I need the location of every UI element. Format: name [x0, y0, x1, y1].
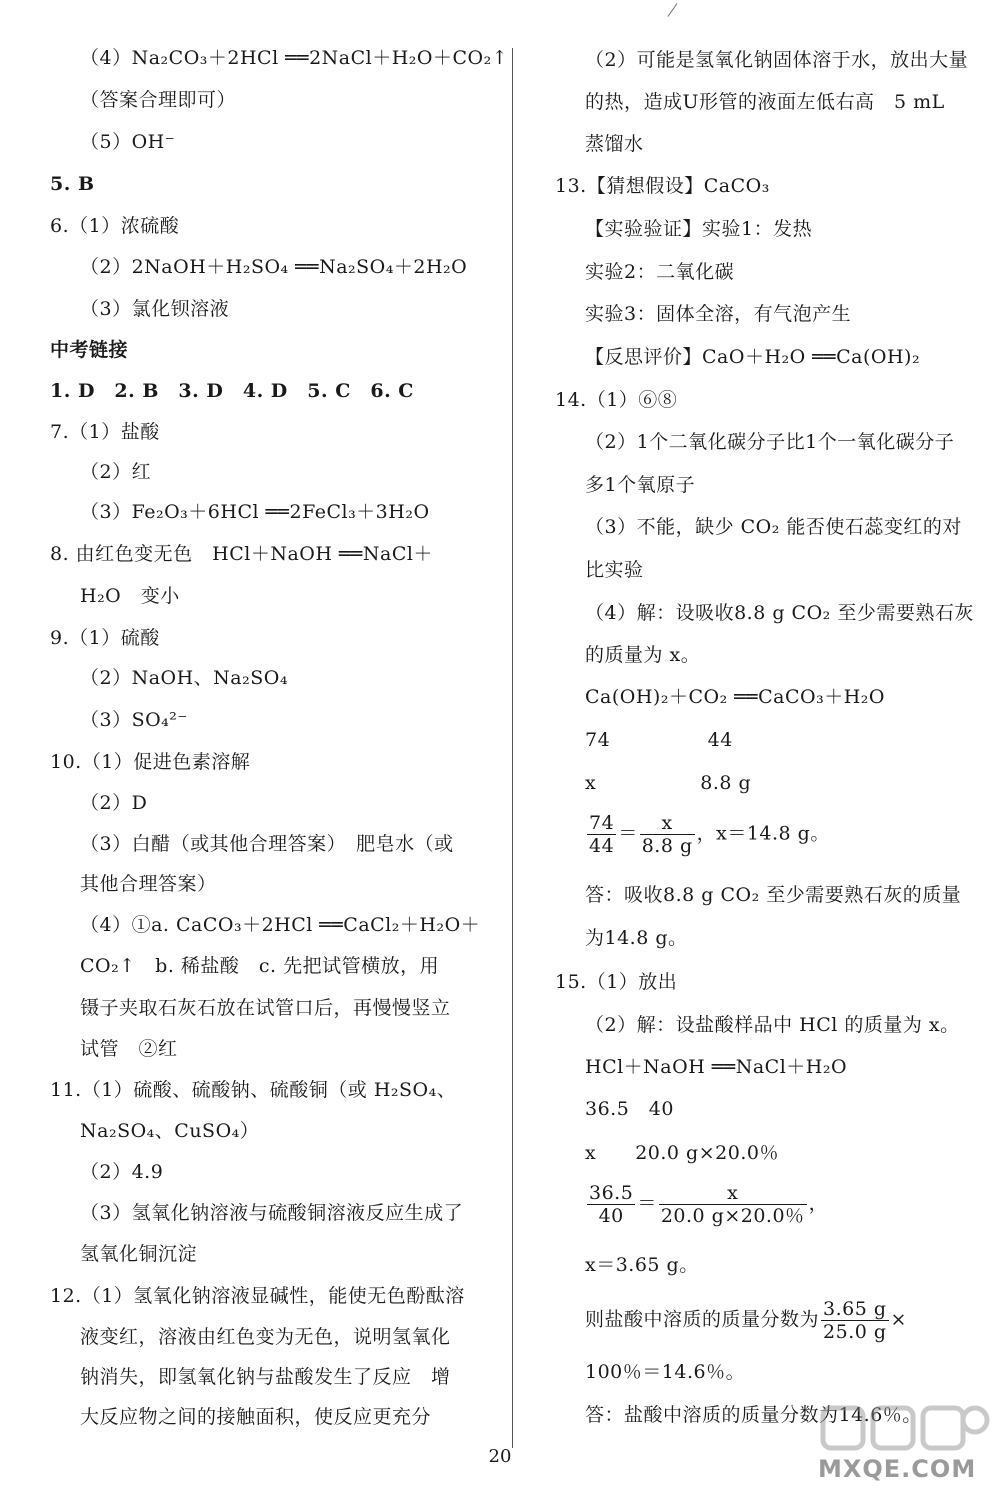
answer-line: 8. 由红色变无色 HCl＋NaOH ══NaCl＋ [50, 543, 433, 565]
answer-line: （2）D [80, 792, 148, 814]
answer-line: 比实验 [585, 559, 644, 581]
answer-line: （3）不能，缺少 CO₂ 能否使石蕊变红的对 [585, 516, 962, 538]
fraction: $\frac{x}{8.8 g}$ [641, 812, 693, 857]
fraction: $\frac{74}{44}$ [589, 812, 615, 857]
answer-line: H₂O 变小 [80, 585, 180, 607]
answer-line: 大反应物之间的接触面积，使反应更充分 [80, 1406, 432, 1428]
equation-line: 74 44 [585, 729, 733, 751]
answer-line: 【反思评价】CaO＋H₂O ══Ca(OH)₂ [585, 346, 921, 368]
answer-line: 13.【猜想假设】CaCO₃ [555, 175, 770, 197]
column-divider [512, 48, 513, 1448]
answer-line: （3）Fe₂O₃＋6HCl ══2FeCl₃＋3H₂O [80, 501, 430, 523]
section-heading: 中考链接 [50, 339, 129, 361]
answer-line: （4）Na₂CO₃＋2HCl ══2NaCl＋H₂O＋CO₂↑ [80, 47, 509, 69]
answer-line: 多1个氧原子 [585, 474, 696, 496]
fraction: $\frac{3.65 g}{25.0 g}$ [823, 1298, 887, 1343]
ratio-equation: $\frac{74}{44}$ ＝ $\frac{x}{8.8 g}$ ，x＝14.8 g。 [589, 812, 830, 857]
answer-line: x＝3.65 g。 [585, 1254, 699, 1276]
answer-line: 15.（1）放出 [555, 971, 678, 993]
answer-line: 其他合理答案） [80, 873, 217, 895]
answer-line: （4）①a. CaCO₃＋2HCl ══CaCl₂＋H₂O＋ [80, 914, 481, 936]
equation-line: x 20.0 g×20.0％ [585, 1142, 779, 1164]
answer-line: 蒸馏水 [585, 133, 644, 155]
ratio-equation: 则盐酸中溶质的质量分数为 $\frac{3.65 g}{25.0 g}$ × [585, 1298, 907, 1343]
answer-line: （答案合理即可） [80, 89, 237, 111]
answer-line: 1. D 2. B 3. D 4. D 5. C 6. C [50, 380, 414, 402]
answer-line: 6.（1）浓硫酸 [50, 215, 180, 237]
answer-line: （3）SO₄²⁻ [80, 709, 188, 731]
scan-mark [668, 3, 678, 17]
answer-line: 镊子夹取石灰石放在试管口后，再慢慢竖立 [80, 997, 451, 1019]
answer-line: （3）氢氧化钠溶液与硫酸铜溶液反应生成了 [80, 1202, 464, 1224]
answer-line: 实验2：二氧化碳 [585, 261, 735, 283]
equation-line: HCl＋NaOH ══NaCl＋H₂O [585, 1056, 848, 1078]
answer-line: 答：盐酸中溶质的质量分数为14.6％。 [585, 1404, 922, 1426]
answer-line: 【实验验证】实验1：发热 [585, 218, 813, 240]
answer-line: 14.（1）⑥⑧ [555, 389, 678, 411]
answer-line: 为14.8 g。 [585, 927, 688, 949]
fraction: $\frac{x}{20.0 g\times 20.0\%}$ [660, 1182, 805, 1227]
answer-line: （2）可能是氢氧化钠固体溶于水，放出大量 [585, 49, 969, 71]
answer-line: （4）解：设吸收8.8 g CO₂ 至少需要熟石灰 [585, 602, 974, 624]
answer-line: 10.（1）促进色素溶解 [50, 751, 251, 773]
answer-line: （2）4.9 [80, 1161, 164, 1183]
answer-line: 答：吸收8.8 g CO₂ 至少需要熟石灰的质量 [585, 884, 962, 906]
answer-line: （2）2NaOH＋H₂SO₄ ══Na₂SO₄＋2H₂O [80, 256, 468, 278]
answer-line: 钠消失，即氢氧化钠与盐酸发生了反应 增 [80, 1366, 451, 1388]
answer-line: 液变红，溶液由红色变为无色，说明氢氧化 [80, 1326, 451, 1348]
answer-line: （2）NaOH、Na₂SO₄ [80, 667, 288, 689]
answer-line: 的热，造成U形管的液面左低右高 5 mL [585, 91, 945, 113]
answer-line: （2）1个二氧化碳分子比1个一氧化碳分子 [585, 431, 955, 453]
answer-line: （2）红 [80, 461, 152, 483]
answer-line: 11.（1）硫酸、硫酸钠、硫酸铜（或 H₂SO₄、 [50, 1079, 457, 1101]
answer-line: CO₂↑ b. 稀盐酸 c. 先把试管横放，用 [80, 955, 440, 977]
fraction: $\frac{36.5}{40}$ [589, 1182, 634, 1227]
answer-line: 7.（1）盐酸 [50, 421, 160, 443]
ratio-equation: $\frac{36.5}{40}$ ＝ $\frac{x}{20.0 g\times 20.0\%}$ ， [589, 1182, 829, 1227]
watermark-text: MXQE.COM [818, 1455, 977, 1483]
answer-line: （2）解：设盐酸样品中 HCl 的质量为 x。 [585, 1014, 960, 1036]
answer-line: 9.（1）硫酸 [50, 627, 160, 649]
answer-line: （3）白醋（或其他合理答案） 肥皂水（或 [80, 833, 454, 855]
answer-line: （3）氯化钡溶液 [80, 298, 230, 320]
equation-line: x 8.8 g [585, 772, 752, 794]
answer-line: 12.（1）氢氧化钠溶液显碱性，能使无色酚酞溶 [50, 1285, 465, 1307]
answer-line: 试管 ②红 [80, 1038, 178, 1060]
page-number: 20 [488, 1446, 512, 1467]
equation-line: Ca(OH)₂＋CO₂ ══CaCO₃＋H₂O [585, 686, 885, 708]
equation-line: 36.5 40 [585, 1098, 674, 1120]
answer-line: Na₂SO₄、CuSO₄） [80, 1120, 260, 1142]
answer-line: 实验3：固体全溶，有气泡产生 [585, 303, 852, 325]
answer-line: 5. B [50, 173, 95, 195]
answer-line: 100％＝14.6％。 [585, 1361, 746, 1383]
answer-line: 氢氧化铜沉淀 [80, 1243, 198, 1265]
answer-line: （5）OH⁻ [80, 131, 176, 153]
answer-line: 的质量为 x。 [585, 644, 701, 666]
